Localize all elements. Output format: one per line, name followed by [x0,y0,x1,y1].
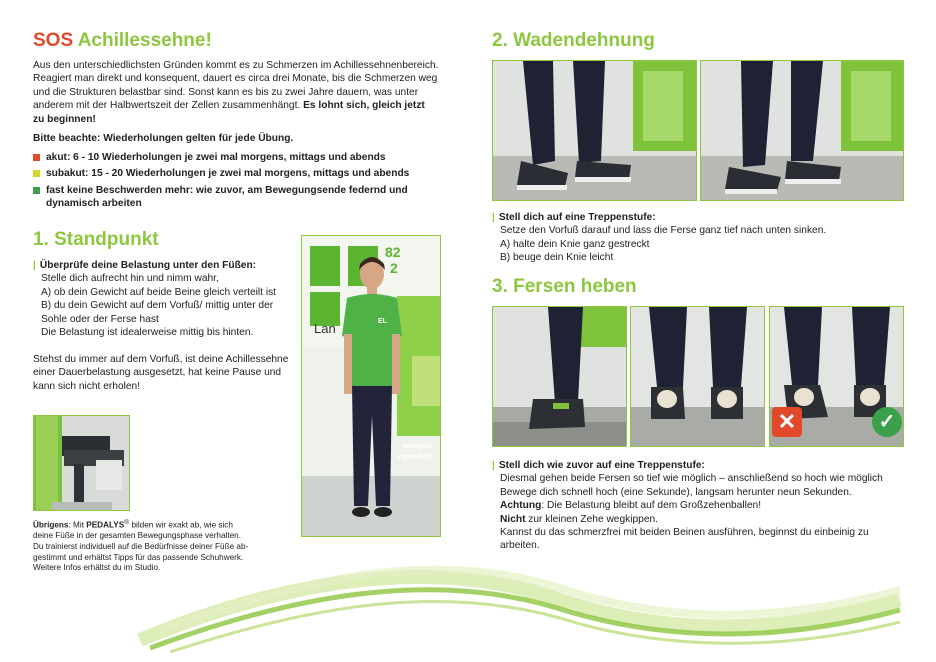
poster-logo-text: Lan [314,321,336,336]
standpunkt-photo [301,235,441,537]
poster-slogan: ngenfeld [398,452,432,461]
legend-text: fast keine Beschwerden mehr: wie zuvor, am Bewegungsende federnd und dynamisch arbeiten [46,184,408,210]
footnote-brand: PEDALYS [86,520,125,530]
calf-stretch-photo-b [700,60,904,201]
section1-line: A) ob dein Gewicht auf beide Beine gleich verteilt ist [41,286,277,298]
section3-achtung [500,499,912,512]
section1-text [33,259,293,339]
section2-line: A) halte dein Knie ganz gestreckt [500,238,650,250]
section1-para2-line: einer Dauerbelastung ausgesetzt, hat keine Pause und [33,367,282,379]
calf-stretch-photo-a [492,60,697,201]
section3-nicht [500,513,912,526]
nicht-text: zur kleinen Zehe wegkippen. [525,513,658,525]
heel-raise-photo-back [630,306,765,447]
section3-line: Diesmal gehen beide Fersen so tief wie möglich – anschließend so hoch wie möglich [500,473,883,485]
red-square-icon [33,154,40,161]
pedalys-device-image [34,416,130,511]
heel-raise-photo-compare [769,306,904,447]
footnote-t2: bilden wir exakt ab, wie sich [129,520,233,530]
section2-text [492,211,912,265]
green-square-icon [33,187,40,194]
footnote-bold1: Übrigens [33,520,69,530]
section1-title: 1. Standpunkt [33,229,159,250]
section1-line: Sohle oder der Ferse hast [41,313,159,325]
heel-raise-side-image [493,307,627,447]
intro-line5-bold: zu beginnen! [33,113,96,125]
intro-line4-plain: anderem mit der Halbwertszeit der Zellen zusammenhängt. [33,100,301,112]
legend-item-acute [33,151,453,164]
accent-bar-icon: | [492,460,495,471]
pedalys-photo [33,415,130,511]
shirt-logo: EL [378,318,387,325]
section3-lead-text: Stell dich wie zuvor auf eine Treppenstufe: [498,460,705,471]
intro-line: Aus den unterschiedlichsten Gründen kommt es zu Schmerzen im Achillessehnenbereich. [33,60,439,71]
intro-line4-bold: Es lohnt sich, gleich jetzt [303,100,425,112]
legend-text: subakut: 15 - 20 Wiederholungen je zwei mal morgens, mittags und abends [46,168,410,180]
calf-stretch-straight-knee-image [493,61,697,201]
section2-line: Setze den Vorfuß darauf und lass die Ferse ganz tief nach unten sinken. [500,225,827,237]
footnote-line: deine Füße in der gesamten Bewegungsphase verhalten. [33,531,242,541]
calf-stretch-bent-knee-image [701,61,904,201]
section1-para2-line: Stehst du immer auf dem Vorfuß, ist deine Achillessehne [33,354,289,365]
footnote-t1: : Mit [68,520,87,530]
title-sos: SOS [33,30,74,51]
correct-check-icon: ✓ [872,407,902,437]
section1-para2 [33,353,293,393]
section1-para2-line: kann sich nicht erholen! [33,380,141,392]
footnote-line: Weitere Infos erhältst du im Studio. [33,563,161,573]
intro-paragraph [33,59,463,126]
achtung-text: : Die Belastung bleibt auf dem Großzehenballen! [541,500,762,512]
footnote-line: Du trainierst individuell auf die Bedürfnisse deiner Füße ab- [33,541,249,551]
legend-text: akut: 6 - 10 Wiederholungen je zwei mal morgens, mittags und abends [46,152,386,163]
section1-lead-text: Überprüfe deine Belastung unter den Füßen: [39,260,257,271]
section1-line: B) du dein Gewicht auf dem Vorfuß/ mittig unter der [41,300,274,312]
section2-line: B) beuge dein Knie leicht [500,252,614,264]
intensity-legend [33,151,453,211]
wrong-cross-icon: ✕ [772,407,802,437]
decorative-wave [0,530,936,662]
poster-number: 2 [390,260,398,276]
heel-raise-back-image [631,307,765,447]
page-title [33,30,212,52]
yellow-square-icon [33,170,40,177]
legend-item-subacute [33,167,453,180]
section3-line: Kannst du das schmerzfrei mit beiden Beinen ausführen, beginnst du einbeinig zu [500,527,869,539]
section2-lead [492,211,912,224]
nicht-label: Nicht [500,513,526,525]
poster-slogan: ewegen [402,441,432,450]
footnote-line: gestimmt und erhältst Tipps für das passende Schuhwerk. [33,552,244,562]
legend-item-recovered [33,184,433,211]
standing-woman-image [302,236,441,537]
section2-lead-text: Stell dich auf eine Treppenstufe: [498,212,656,223]
accent-bar-icon: | [33,260,36,271]
section3-line: arbeiten. [500,540,540,552]
section1-line: Die Belastung ist idealerweise mittig bis hinten. [41,327,254,339]
section1-lead [33,259,293,272]
intro-line: Reagiert man direkt und konsequent, dauert es circa drei Monate, bis die Schmerzen weg [33,73,438,85]
intro-line [33,99,463,112]
intro-line: und die Strukturen belastbar sind. Sonst kann es bis zu zwei Jahre dauern, was unter [33,86,419,98]
section3-title: 3. Fersen heben [492,276,637,297]
poster-number: 82 [385,244,401,260]
repetition-note: Bitte beachte: Wiederholungen gelten für jede Übung. [33,133,294,144]
section3-lead [492,459,912,472]
title-rest: Achillessehne! [77,30,212,51]
achtung-label: Achtung [500,500,542,512]
registered-mark: ® [124,519,130,526]
section1-line: Stelle dich aufrecht hin und nimm wahr, [41,273,219,285]
section3-line: Bewege dich schnell hoch (eine Sekunde), langsam herunter neun Sekunden. [500,486,852,498]
accent-bar-icon: | [492,212,495,223]
heel-raise-photo-side [492,306,627,447]
section2-title: 2. Wadendehnung [492,30,655,51]
